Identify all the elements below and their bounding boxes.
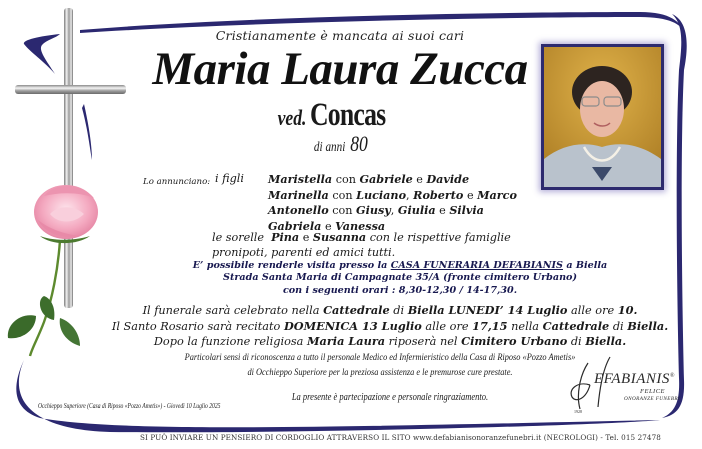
children-list [268,172,517,234]
visit-line-3: con i seguenti orari : 8,30-12,30 / 14-17,30. [282,284,518,296]
svg-text:1928: 1928 [574,409,582,414]
defabianis-logo [560,355,700,415]
rose-leaf [8,315,36,338]
sisters-block [212,230,511,260]
sisters-line: le sorelle Pina e Susanna con le rispettive famiglie [212,230,511,244]
children-label: i figli [215,172,244,185]
logo-subtitle: ONORANZE FUNEBRI [624,396,681,402]
widow-surname: Concas [309,97,386,133]
child-line: Gabriela e Vanessa [268,218,386,233]
thanks-note [184,350,576,380]
thanks-line-1: Particolari sensi di riconoscenza a tutto il personale Medico ed Infermieristico della Casa di Riposo «Pozzo Ametis» [184,352,576,363]
portrait-photo [541,44,664,190]
frame-left-lower [82,104,92,160]
widow-prefix: ved. [277,105,307,130]
frame-left-hook [24,34,60,74]
closing-note: La presente è partecipazione e personale ringraziamento. [291,392,489,403]
place-date: Occhieppo Superiore (Casa di Riposo «Pozzo Ametis») - Giovedì 10 Luglio 2025 [38,401,221,410]
notice-subtitle: Cristianamente è mancata ai suoi cari [215,28,465,43]
rose-leaf [40,296,54,320]
funeral-line-1: Il funerale sarà celebrato nella Cattedrale di Biella LUNEDI’ 14 Luglio alle ore 10. [142,303,638,317]
portrait-image [544,47,661,187]
footer-note: SI PUÒ INVIARE UN PENSIERO DI CORDOGLIO ATTRAVERSO IL SITO www.defabianisonoranzefunebri.it (NECROLOGI) - Tel. 015 27478 [140,433,661,442]
announcers-label: Lo annunciano: [143,177,211,187]
visit-line-1: E’ possibile renderle visita presso la CASA FUNERARIA DEFABIANIS a Biella [192,260,608,271]
rose-leaf [60,318,80,346]
cross-vertical [64,8,73,308]
funeral-info [110,303,670,350]
funeral-home-link[interactable]: CASA FUNERARIA DEFABIANIS [390,260,563,271]
thanks-line-2: di Occhieppo Superiore per la preziosa assistenza e le premurose cure prestate. [247,367,513,378]
age-line [150,132,530,160]
child-line: Antonello con Giusy, Giulia e Silvia [268,203,484,218]
visit-line-2: Strada Santa Maria di Campagnate 35/A (fronte cimitero Urbano) [223,272,577,284]
cross-horizontal [15,85,126,94]
logo-brand: EFABIANIS® [594,371,675,387]
funeral-line-2: Il Santo Rosario sarà recitato DOMENICA 13 Luglio alle ore 17,15 nella Cattedrale di Biella. [111,318,669,333]
visit-info [180,260,620,297]
age-value: 80 [349,131,368,156]
logo-felice: FELICE [640,388,666,395]
child-line: Maristella con Gabriele e Davide [268,172,470,186]
age-prefix: di anni [314,140,346,155]
funeral-line-3: Dopo la funzione religiosa Maria Laura riposerà nel Cimitero Urbano di Biella. [153,334,627,349]
child-line: Marinella con Luciano, Roberto e Marco [268,187,517,202]
deceased-name: Maria Laura Zucca [152,43,528,95]
others-line: pronipoti, parenti ed amici tutti. [212,245,396,259]
